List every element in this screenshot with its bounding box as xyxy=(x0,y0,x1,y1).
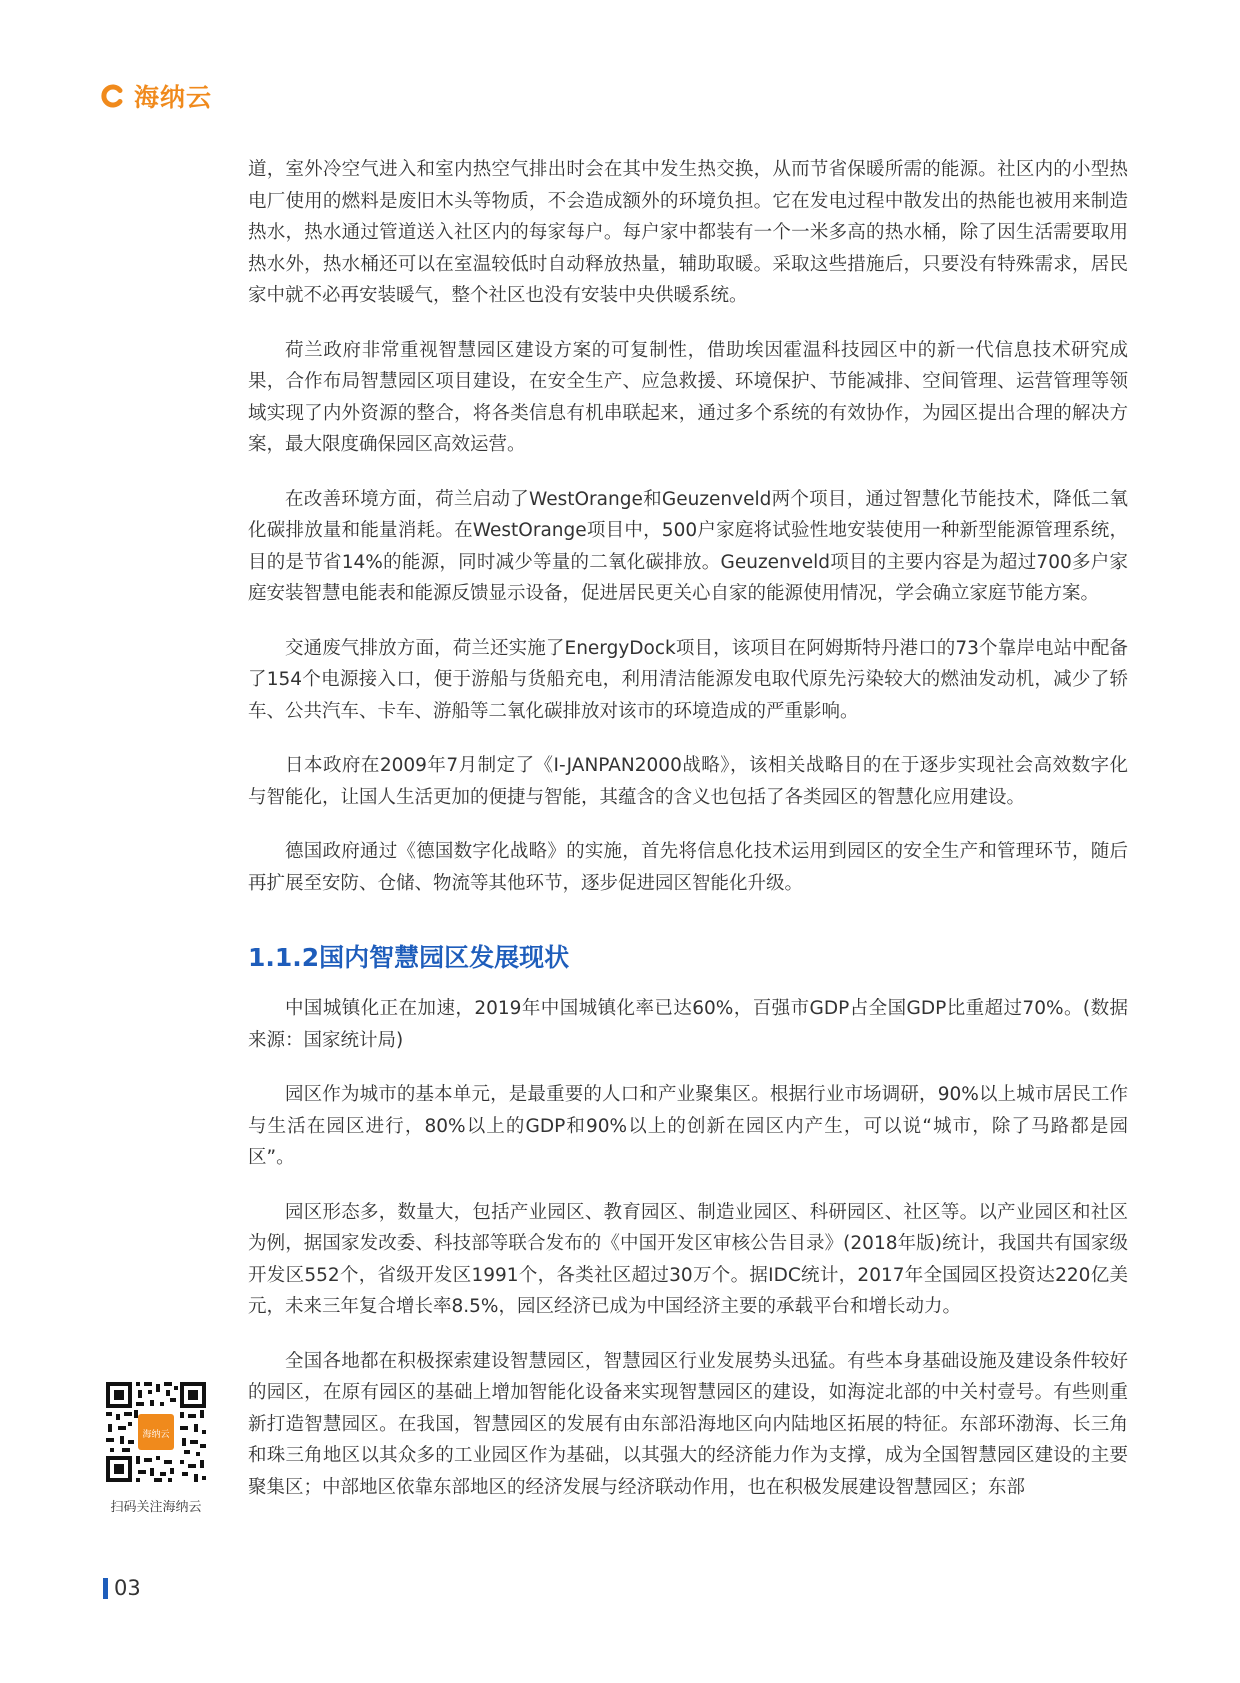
paragraph: 道，室外冷空气进入和室内热空气排出时会在其中发生热交换，从而节省保暖所需的能源。社区内的小型热电厂使用的燃料是废旧木头等物质，不会造成额外的环境负担。它在发电过程中散发出的热能也被用来制造热水，热水通过管道送入社区内的每家每户。每户家中都装有一个一米多高的热水桶，除了因生活需要取用热水外，热水桶还可以在室温较低时自动释放热量，辅助取暖。采取这些措施后，只要没有特殊需求，居民家中就不必再安装暖气，整个社区也没有安装中央供暖系统。 xyxy=(248,159,1128,306)
paragraph: 在改善环境方面，荷兰启动了WestOrange和Geuzenveld两个项目，通过智慧化节能技术，降低二氧化碳排放量和能量消耗。在WestOrange项目中，500户家庭将试验性地安装使用一种新型能源管理系统，目的是节省14%的能源，同时减少等量的二氧化碳排放。Geuzenveld项目的主要内容是为超过700多户家庭安装智慧电能表和能源反馈显示设备，促进居民更关心自家的能源使用情况，学会确立家庭节能方案。 xyxy=(248,488,1128,604)
page-number xyxy=(103,1576,141,1600)
brand-c-icon xyxy=(100,83,126,109)
qr-logo-text: 海纳云 xyxy=(142,1430,170,1440)
paragraph: 交通废气排放方面，荷兰还实施了EnergyDock项目，该项目在阿姆斯特丹港口的73个靠岸电站中配备了154个电源接入口，便于游船与货船充电，利用清洁能源发电取代原先污染较大的燃油发动机，减少了轿车、公共汽车、卡车、游船等二氧化碳排放对该市的环境造成的严重影响。 xyxy=(248,637,1128,722)
paragraph: 中国城镇化正在加速，2019年中国城镇化率已达60%，百强市GDP占全国GDP比重超过70%。(数据来源：国家统计局) xyxy=(248,998,1128,1051)
qr-caption: 扫码关注海纳云 xyxy=(110,1500,202,1515)
page-number-text: 03 xyxy=(114,1576,141,1600)
paragraph: 德国政府通过《德国数字化战略》的实施，首先将信息化技术运用到园区的安全生产和管理环节，随后再扩展至安防、仓储、物流等其他环节，逐步促进园区智能化升级。 xyxy=(248,841,1128,894)
brand-logo xyxy=(100,78,212,114)
paragraph: 园区作为城市的基本单元，是最重要的人口和产业聚集区。根据行业市场调研，90%以上城市居民工作与生活在园区进行，80%以上的GDP和90%以上的创新在园区内产生，可以说“城市，除了马路都是园区”。 xyxy=(248,1084,1128,1168)
qr-code-icon[interactable] xyxy=(104,1380,208,1484)
qr-code-block xyxy=(104,1380,208,1515)
brand-name: 海纳云 xyxy=(134,83,213,112)
page-number-bar xyxy=(103,1578,108,1599)
paragraph: 全国各地都在积极探索建设智慧园区，智慧园区行业发展势头迅猛。有些本身基础设施及建设条件较好的园区，在原有园区的基础上增加智能化设备来实现智慧园区的建设，如海淀北部的中关村壹号。有些则重新打造智慧园区。在我国，智慧园区的发展有由东部沿海地区向内陆地区拓展的特征。东部环渤海、长三角和珠三角地区以其众多的工业园区作为基础，以其强大的经济能力作为支撑，成为全国智慧园区建设的主要聚集区；中部地区依靠东部地区的经济发展与经济联动作用，也在积极发展建设智慧园区；东部 xyxy=(248,1350,1128,1498)
section-heading: 1.1.2国内智慧园区发展现状 xyxy=(248,943,570,972)
article-body xyxy=(248,154,1128,1503)
paragraph: 荷兰政府非常重视智慧园区建设方案的可复制性，借助埃因霍温科技园区中的新一代信息技术研究成果，合作布局智慧园区项目建设，在安全生产、应急救援、环境保护、节能减排、空间管理、运营管理等领域实现了内外资源的整合，将各类信息有机串联起来，通过多个系统的有效协作，为园区提出合理的解决方案，最大限度确保园区高效运营。 xyxy=(248,339,1128,455)
paragraph: 日本政府在2009年7月制定了《I-JANPAN2000战略》，该相关战略目的在于逐步实现社会高效数字化与智能化，让国人生活更加的便捷与智能，其蕴含的含义也包括了各类园区的智慧化应用建设。 xyxy=(248,755,1128,808)
paragraph: 园区形态多，数量大，包括产业园区、教育园区、制造业园区、科研园区、社区等。以产业园区和社区为例，据国家发改委、科技部等联合发布的《中国开发区审核公告目录》(2018年版)统计，我国共有国家级开发区552个，省级开发区1991个，各类社区超过30万个。据IDC统计，2017年全国园区投资达220亿美元，未来三年复合增长率8.5%，园区经济已成为中国经济主要的承载平台和增长动力。 xyxy=(248,1201,1128,1317)
